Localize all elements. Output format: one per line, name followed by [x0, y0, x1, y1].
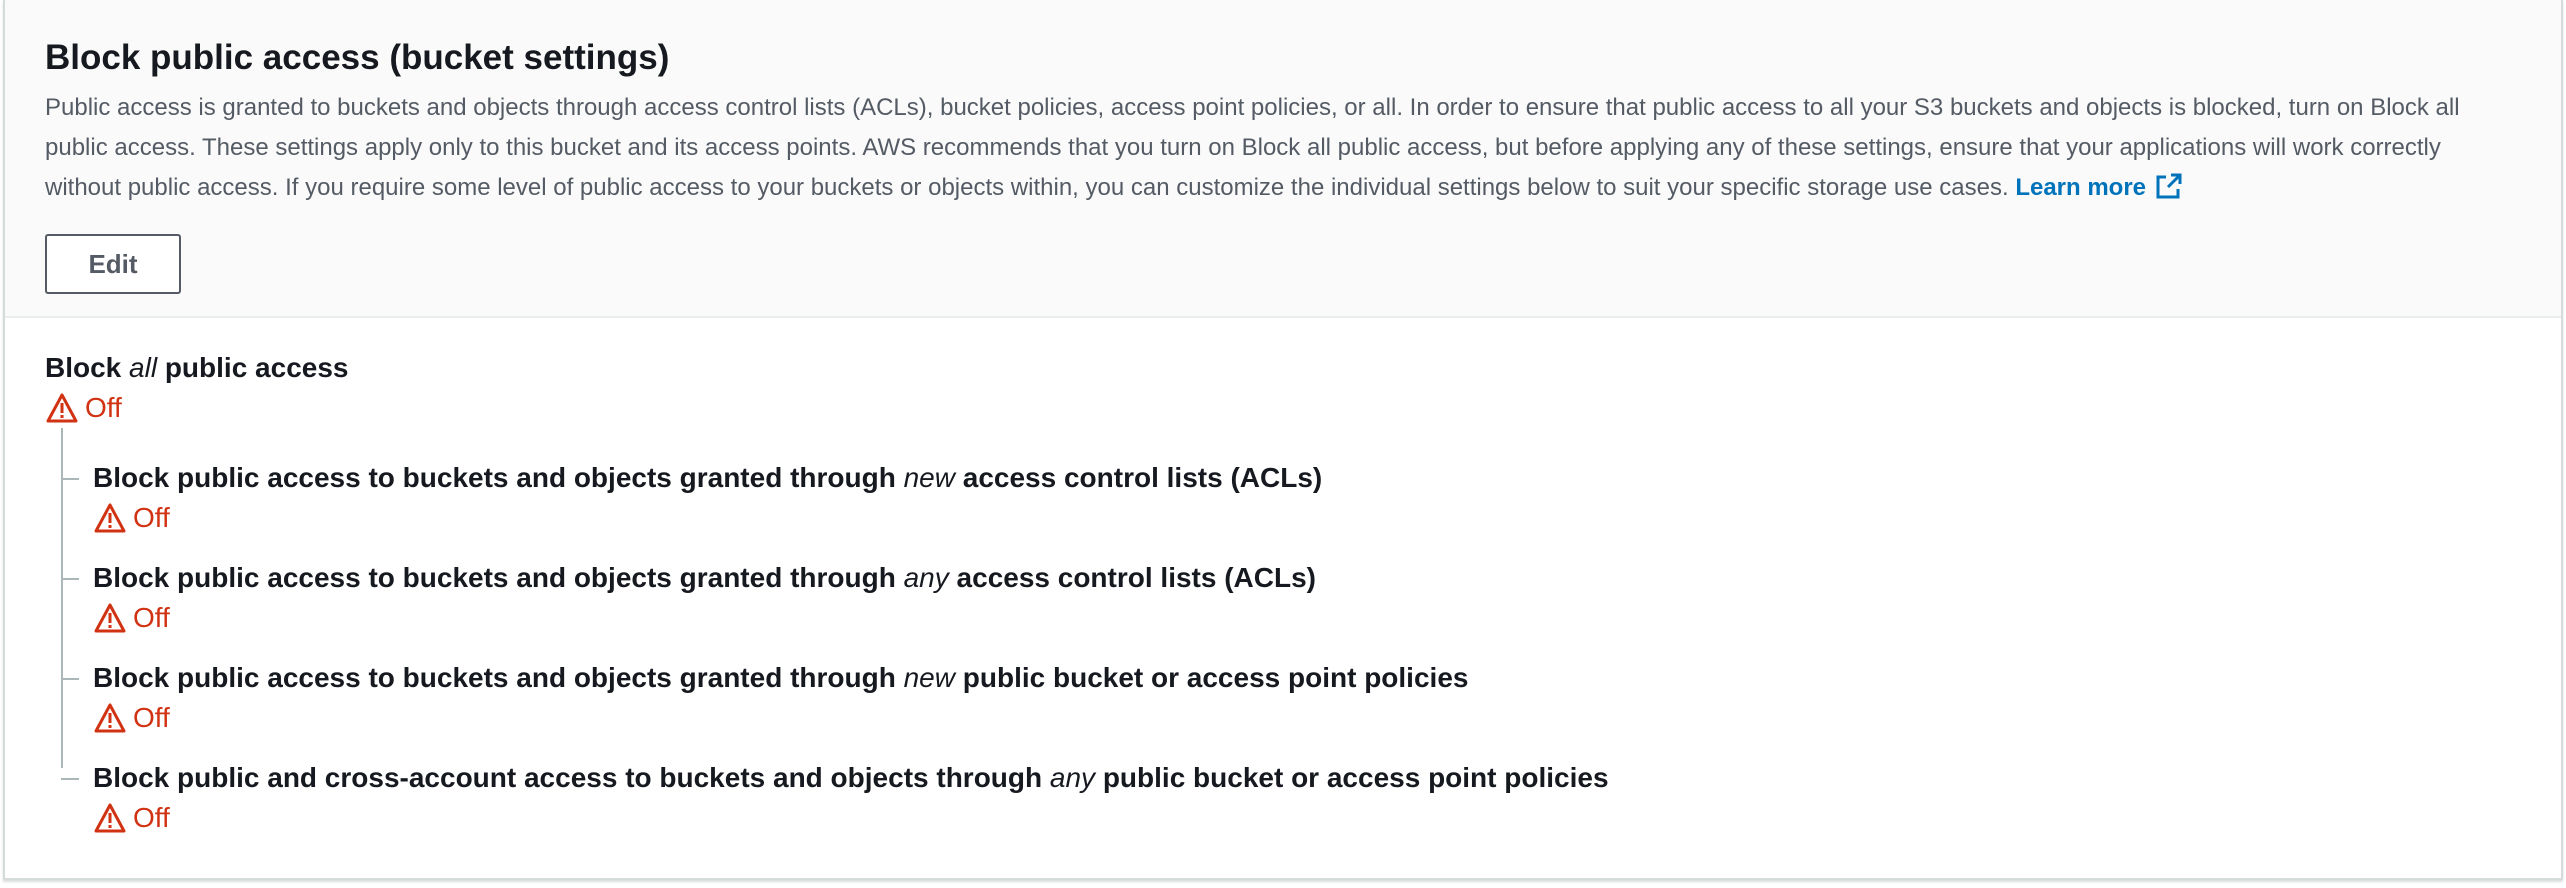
warning-icon: [93, 602, 127, 634]
status-text: Off: [133, 802, 170, 833]
learn-more-label: Learn more: [2015, 174, 2147, 201]
section-title: Block public access (bucket settings): [45, 38, 670, 77]
status-text: Off: [85, 392, 122, 423]
edit-button[interactable]: Edit: [45, 234, 181, 294]
setting-status: [93, 598, 2521, 638]
setting-title: Block public and cross-account access to buckets and objects through any public bucket or access point policies: [93, 762, 1609, 793]
warning-icon: [93, 802, 127, 834]
setting-status: [93, 498, 2521, 538]
block-all-title: Block all public access: [45, 352, 349, 383]
warning-icon: [45, 392, 79, 424]
block-public-access-panel: [3, 0, 2563, 880]
individual-settings: [93, 458, 2521, 858]
block-all-setting: [45, 348, 2521, 428]
description-text: Public access is granted to buckets and objects through access control lists (ACLs), bucket policies, access point policies, or all. In order to ensure that public access to all your S3 buckets and objects is blocked, turn on Block all public access. These settings apply only to this bucket and its access points. AWS recommends that you turn on Block all public access, but before applying any of these settings, ensure that your applications will work correctly without public access. If you require some level of public access to your buckets or objects within, you can customize the individual settings below to suit your specific storage use cases.: [45, 94, 2460, 201]
status-text: Off: [133, 502, 170, 533]
setting-new-acls: [93, 458, 2521, 558]
setting-any-acls: [93, 558, 2521, 658]
warning-icon: [93, 502, 127, 534]
section-description: [45, 88, 2515, 212]
block-all-status: [45, 388, 2521, 428]
setting-status: [93, 698, 2521, 738]
status-text: Off: [133, 602, 170, 633]
warning-icon: [93, 702, 127, 734]
setting-any-policies: [93, 758, 2521, 858]
setting-title: Block public access to buckets and objects granted through new public bucket or access point policies: [93, 662, 1469, 693]
external-link-icon: [2156, 172, 2182, 212]
setting-title: Block public access to buckets and objects granted through new access control lists (ACLs): [93, 462, 1323, 493]
learn-more-link[interactable]: [2015, 174, 2182, 201]
status-text: Off: [133, 702, 170, 733]
setting-status: [93, 798, 2521, 838]
panel-header: [5, 0, 2561, 318]
setting-title: Block public access to buckets and objects granted through any access control lists (ACLs): [93, 562, 1316, 593]
setting-new-policies: [93, 658, 2521, 758]
settings-list: [5, 318, 2561, 858]
